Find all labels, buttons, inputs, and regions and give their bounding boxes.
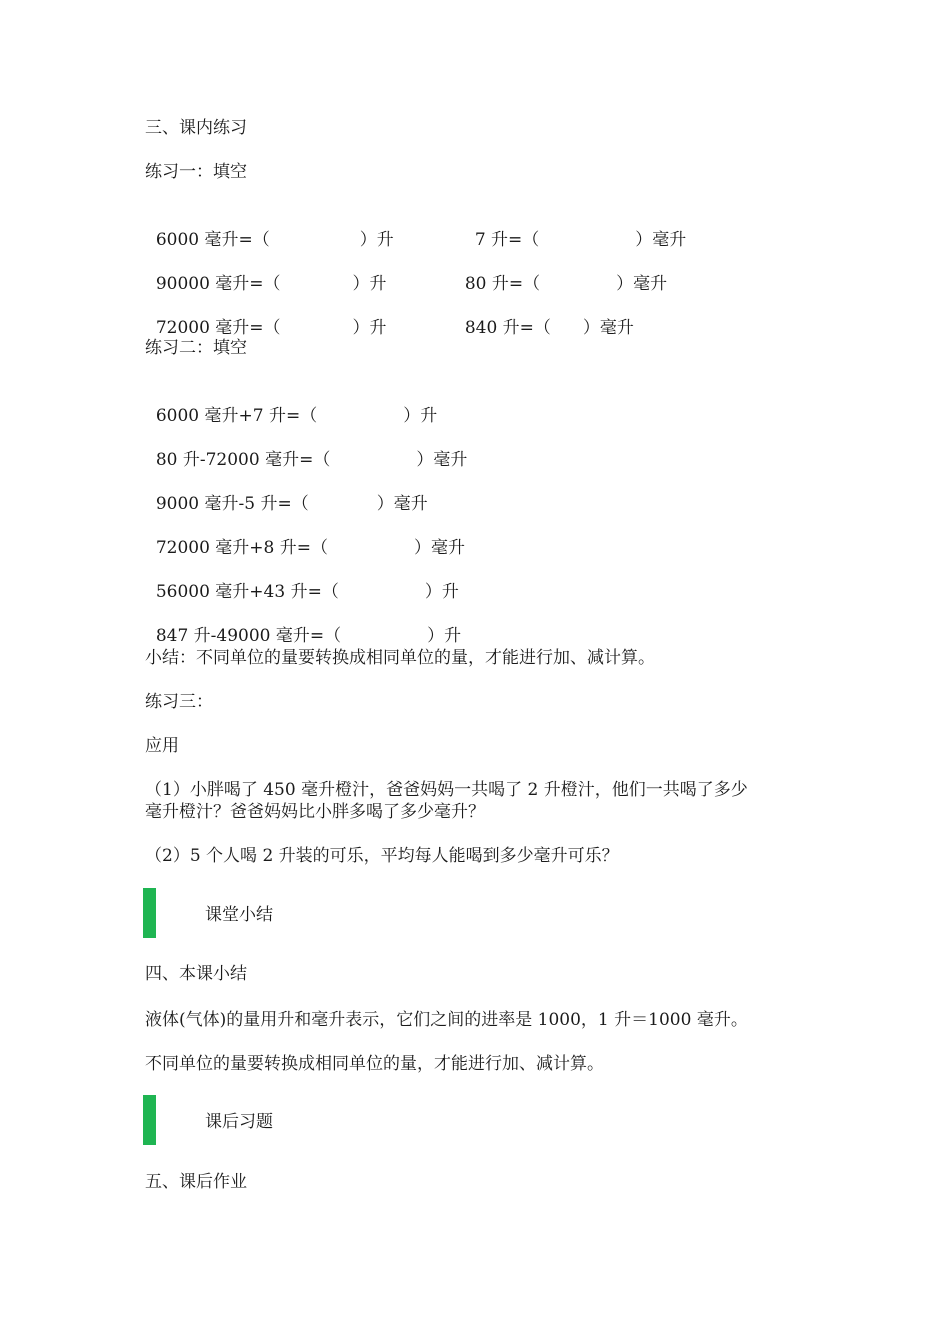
ex1-row-1-right: 7 升=（ ）毫升 xyxy=(474,230,687,250)
ex1-row-2-right: 80 升=（ ）毫升 xyxy=(464,274,668,294)
ex3-q2: （2）5 个人喝 2 升装的可乐，平均每人能喝到多少毫升可乐？ xyxy=(145,846,619,866)
section5-title: 五、课后作业 xyxy=(145,1172,247,1192)
section4-title: 四、本课小结 xyxy=(145,964,247,984)
banner-label: 课后习题 xyxy=(205,1112,273,1132)
ex2-row-2: 80 升-72000 毫升=（ ）毫升 xyxy=(155,450,468,470)
ex1-title: 练习一：填空 xyxy=(145,162,247,182)
ex1-row-2-left: 90000 毫升=（ ）升 xyxy=(155,274,387,294)
ex2-title: 练习二：填空 xyxy=(145,338,247,358)
ex2-row-6: 847 升-49000 毫升=（ ）升 xyxy=(155,626,462,646)
section4-line2: 不同单位的量要转换成相同单位的量，才能进行加、减计算。 xyxy=(145,1054,604,1074)
banner-accent-bar xyxy=(143,1095,156,1145)
banner-label: 课堂小结 xyxy=(205,905,273,925)
ex3-subtitle: 应用 xyxy=(145,736,179,756)
ex1-row-3-left: 72000 毫升=（ ）升 xyxy=(155,318,387,338)
ex1-row-3-right: 840 升=（ ）毫升 xyxy=(464,318,634,338)
ex3-q1-line2: 毫升橙汁？爸爸妈妈比小胖多喝了多少毫升？ xyxy=(145,802,485,822)
banner-accent-bar xyxy=(143,888,156,938)
ex3-q1-line1: （1）小胖喝了 450 毫升橙汁，爸爸妈妈一共喝了 2 升橙汁，他们一共喝了多少 xyxy=(145,780,748,800)
ex2-row-3: 9000 毫升-5 升=（ ）毫升 xyxy=(155,494,428,514)
ex2-row-1: 6000 毫升+7 升=（ ）升 xyxy=(155,406,438,426)
section4-line1: 液体(气体)的量用升和毫升表示，它们之间的进率是 1000，1 升＝1000 毫升。 xyxy=(145,1010,748,1030)
ex3-title: 练习三： xyxy=(145,692,213,712)
ex2-row-5: 56000 毫升+43 升=（ ）升 xyxy=(155,582,459,602)
ex1-row-1-left: 6000 毫升=（ ）升 xyxy=(155,230,394,250)
ex2-row-4: 72000 毫升+8 升=（ ）毫升 xyxy=(155,538,466,558)
section3-title: 三、课内练习 xyxy=(145,118,247,138)
ex2-summary: 小结：不同单位的量要转换成相同单位的量，才能进行加、减计算。 xyxy=(145,648,655,668)
